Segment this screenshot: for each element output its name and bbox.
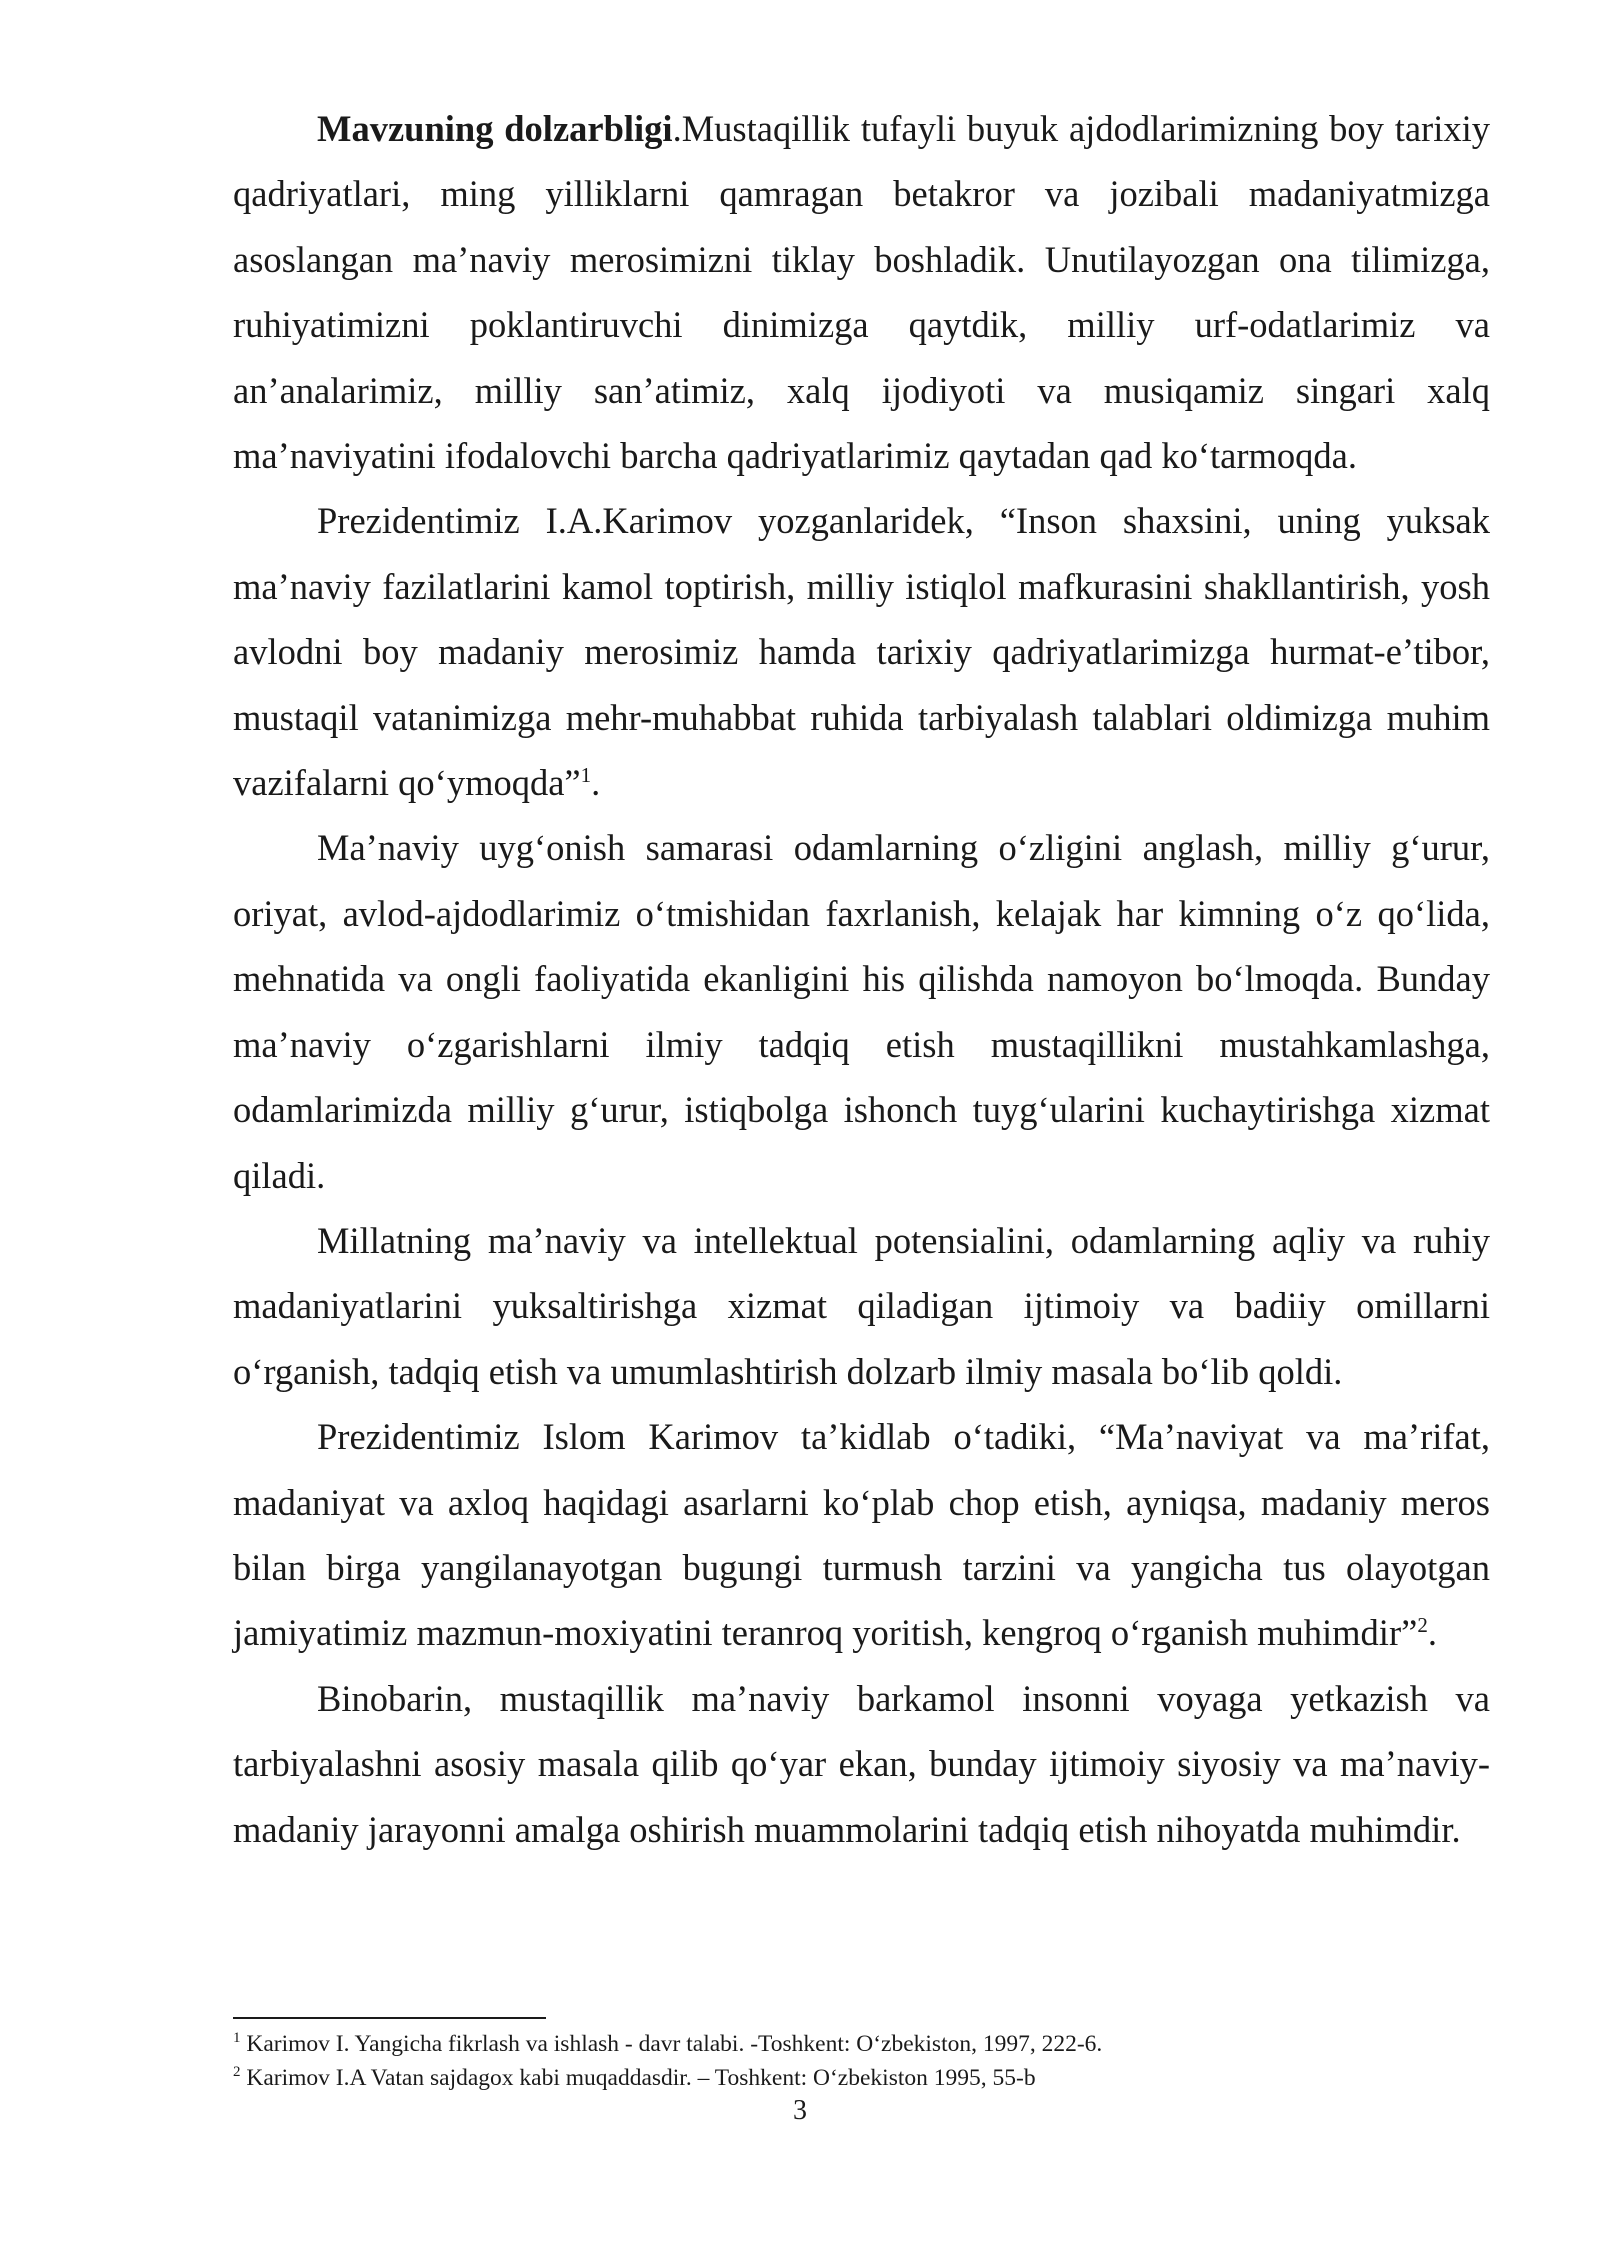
paragraph-text: Binobarin, mustaqillik ma’naviy barkamol insonni voyaga yetkazish va tarbiyalashni asosiy masala qilib qo‘yar ekan, bunday ijtimoiy siyosiy va ma’naviy-madaniy jarayonni amalga oshirish muammolarini tadqiq etish nihoyatda muhimdir. — [233, 1677, 1490, 1850]
paragraph-text: Ma’naviy uyg‘onish samarasi odamlarning o‘zligini anglash, milliy g‘urur, oriyat, avlod-ajdodlarimiz o‘tmishidan faxrlanish, kelajak har kimning o‘z qo‘lida, mehnatida va ongli faoliyatida ekanligini his qilishda namoyon bo‘lmoqda. Bunday ma’naviy o‘zgarishlarni ilmiy tadqiq etish mustaqillikni mustahkamlashga, odamlarimizda milliy g‘urur, istiqbolga ishonch tuyg‘ularini kuchaytirishga xizmat qiladi. — [233, 827, 1490, 1196]
paragraph-relevance — [233, 96, 1490, 488]
paragraph-spiritual-awakening — [233, 815, 1490, 1207]
footnote-2 — [233, 2061, 1490, 2095]
footnotes — [233, 2027, 1490, 2095]
page-number: 3 — [793, 2095, 807, 2126]
footnote-text: Karimov I.A Vatan sajdagox kabi muqaddasdir. – Toshkent: O‘zbekiston 1995, 55-b — [240, 2065, 1036, 2091]
paragraph-text: Millatning ma’naviy va intellektual potensialini, odamlarning aqliy va ruhiy madaniyatlarini yuksaltirishga xizmat qiladigan ijtimoiy va badiiy omillarni o‘rganish, tadqiq etish va umumlashtirish dolzarb ilmiy masala bo‘lib qoldi. — [233, 1219, 1490, 1392]
paragraph-text: Prezidentimiz Islom Karimov ta’kidlab o‘tadiki, “Ma’naviyat va ma’rifat, madaniyat va axloq haqidagi asarlarni ko‘plab chop etish, ayniqsa, madaniy meros bilan birga yangilanayotgan bugungi turmush tarzini va yangicha tus olayotgan jamiyatimiz mazmun-moxiyatini teranroq yoritish, kengroq o‘rganish muhimdir” — [233, 1416, 1490, 1654]
paragraph-karimov-quote-2 — [233, 1404, 1490, 1666]
body-text — [233, 96, 1490, 1862]
footnote-number: 2 — [233, 2064, 241, 2081]
footnote-text: Karimov I. Yangicha fikrlash va ishlash - davr talabi. -Toshkent: O‘zbekiston, 1997, 222-6. — [240, 2031, 1103, 2057]
paragraph-intellectual-potential — [233, 1208, 1490, 1404]
footnote-ref-1: 1 — [580, 762, 592, 787]
section-heading: Mavzuning dolzarbligi — [317, 108, 673, 149]
footnote-ref-2: 2 — [1417, 1613, 1428, 1638]
paragraph-tail: . — [591, 762, 601, 804]
paragraph-tail: . — [1427, 1612, 1437, 1654]
paragraph-text: Prezidentimiz I.A.Karimov yozganlaridek, “Inson shaxsini, uning yuksak ma’naviy fazilatlarini kamol toptirish, milliy istiqlol mafkurasini shakllantirish, yosh avlodni boy madaniy merosimiz hamda tarixiy qadriyatlarimizga hurmat-e’tibor, mustaqil vatanimizga mehr-muhabbat ruhida tarbiyalash talablari oldimizga muhim vazifalarni qo‘ymoqda” — [233, 500, 1490, 804]
paragraph-text: .Mustaqillik tufayli buyuk ajdodlarimizning boy tarixiy qadriyatlari, ming yilliklarni qamragan betakror va jozibali madaniyatmizga asoslangan ma’naviy merosimizni tiklay boshladik. Unutilayozgan ona tilimizga, ruhiyatimizni poklantiruvchi dinimizga qaytdik, milliy urf-odatlarimiz va an’analarimiz, milliy san’atimiz, xalq ijodiyoti va musiqamiz singari xalq ma’naviyatini ifodalovchi barcha qadriyatlarimiz qaytadan qad ko‘tarmoqda. — [233, 108, 1490, 477]
paragraph-karimov-quote-1 — [233, 488, 1490, 815]
paragraph-conclusion — [233, 1666, 1490, 1862]
footnote-1 — [233, 2027, 1490, 2061]
footnote-number: 1 — [233, 2030, 241, 2047]
footnote-separator — [233, 2017, 546, 2019]
